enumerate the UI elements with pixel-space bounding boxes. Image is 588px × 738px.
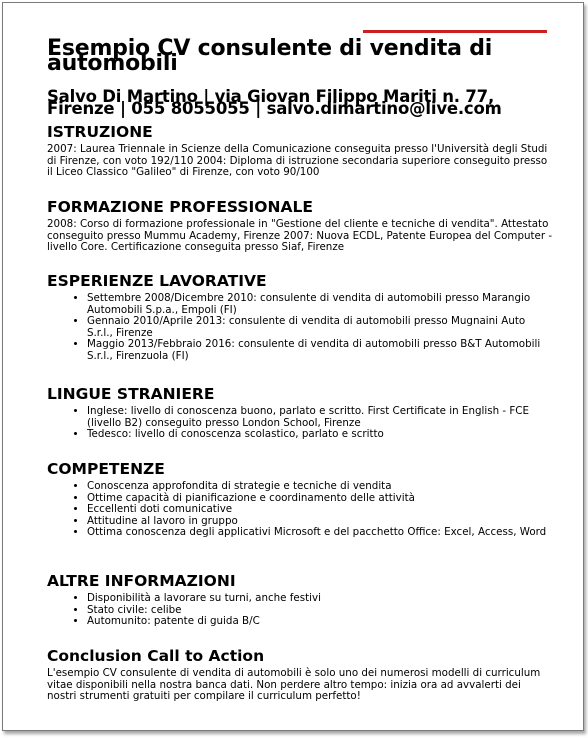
section-conclusion [47, 647, 553, 703]
section-heading: FORMAZIONE PROFESSIONALE [47, 198, 313, 216]
cv-page [2, 2, 584, 731]
list-item: • Automunito: patente di guida B/C [87, 616, 553, 628]
section-heading: COMPETENZE [47, 460, 165, 478]
cv-content [47, 36, 553, 702]
section-heading: LINGUE STRANIERE [47, 385, 215, 403]
section-text: 2007: Laurea Triennale in Scienze della Comunicazione conseguita presso l'Università degli Studi di Firenze, con voto 192/110 2004: Diploma di istruzione secondaria superiore conseguito presso il Liceo Classico "Galileo" di Firenze, con voto 90/100 [47, 143, 548, 178]
languages-list [47, 406, 553, 441]
list-item: • Attitudine al lavoro in gruppo [87, 516, 553, 528]
section-heading: ISTRUZIONE [47, 123, 153, 141]
cv-title: Esempio CV consulente di vendita di automobili [47, 36, 493, 76]
contact-line: Salvo Di Martino | via Giovan Filippo Mariti n. 77, Firenze | 055 8055055 | salvo.dimartino@live.com [47, 87, 502, 118]
list-item: • Disponibilità a lavorare su turni, anche festivi [87, 593, 553, 605]
list-item: • Ottime capacità di pianificazione e coordinamento delle attività [87, 493, 553, 505]
section-competenze [47, 460, 553, 539]
section-altre [47, 572, 553, 628]
section-istruzione [47, 123, 553, 179]
section-heading: ESPERIENZE LAVORATIVE [47, 272, 267, 290]
section-heading: Conclusion Call to Action [47, 647, 265, 665]
section-heading: ALTRE INFORMAZIONI [47, 572, 236, 590]
section-lingue [47, 385, 553, 441]
list-item: • Eccellenti doti comunicative [87, 504, 553, 516]
section-formazione [47, 198, 553, 254]
list-item: • Stato civile: celibe [87, 605, 553, 617]
list-item: • Inglese: livello di conoscenza buono, parlato e scritto. First Certificate in English - FCE (livello B2) conseguito presso London School, Firenze [87, 406, 553, 429]
experience-list [47, 293, 553, 362]
list-item: • Maggio 2013/Febbraio 2016: consulente di vendita di automobili presso B&T Automobili S.r.l., Firenzuola (FI) [87, 339, 553, 362]
accent-line [363, 30, 547, 33]
section-esperienze [47, 272, 553, 362]
list-item: • Tedesco: livello di conoscenza scolastico, parlato e scritto [87, 429, 553, 441]
list-item: • Ottima conoscenza degli applicativi Microsoft e del pacchetto Office: Excel, Access, Word [87, 527, 553, 539]
other-info-list [47, 593, 553, 628]
section-text: 2008: Corso di formazione professionale in "Gestione del cliente e tecniche di vendita". Attestato conseguito presso Mummu Academy, Firenze 2007: Nuova ECDL, Patente Europea del Computer - livello Core. Certificazione conseguita presso Siaf, Firenze [47, 218, 553, 253]
list-item: • Gennaio 2010/Aprile 2013: consulente di vendita di automobili presso Mugnaini Auto S.r.l., Firenze [87, 316, 553, 339]
skills-list [47, 481, 553, 539]
list-item: • Conoscenza approfondita di strategie e tecniche di vendita [87, 481, 553, 493]
list-item: • Settembre 2008/Dicembre 2010: consulente di vendita di automobili presso Marangio Automobili S.p.a., Empoli (FI) [87, 293, 553, 316]
section-text: L'esempio CV consulente di vendita di automobili è solo uno dei numerosi modelli di curriculum vitae disponibili nella nostra banca dati. Non perdere altro tempo: inizia ora ad avvalerti dei nostri strumenti gratuiti per compilare il curriculum perfetto! [47, 667, 541, 702]
